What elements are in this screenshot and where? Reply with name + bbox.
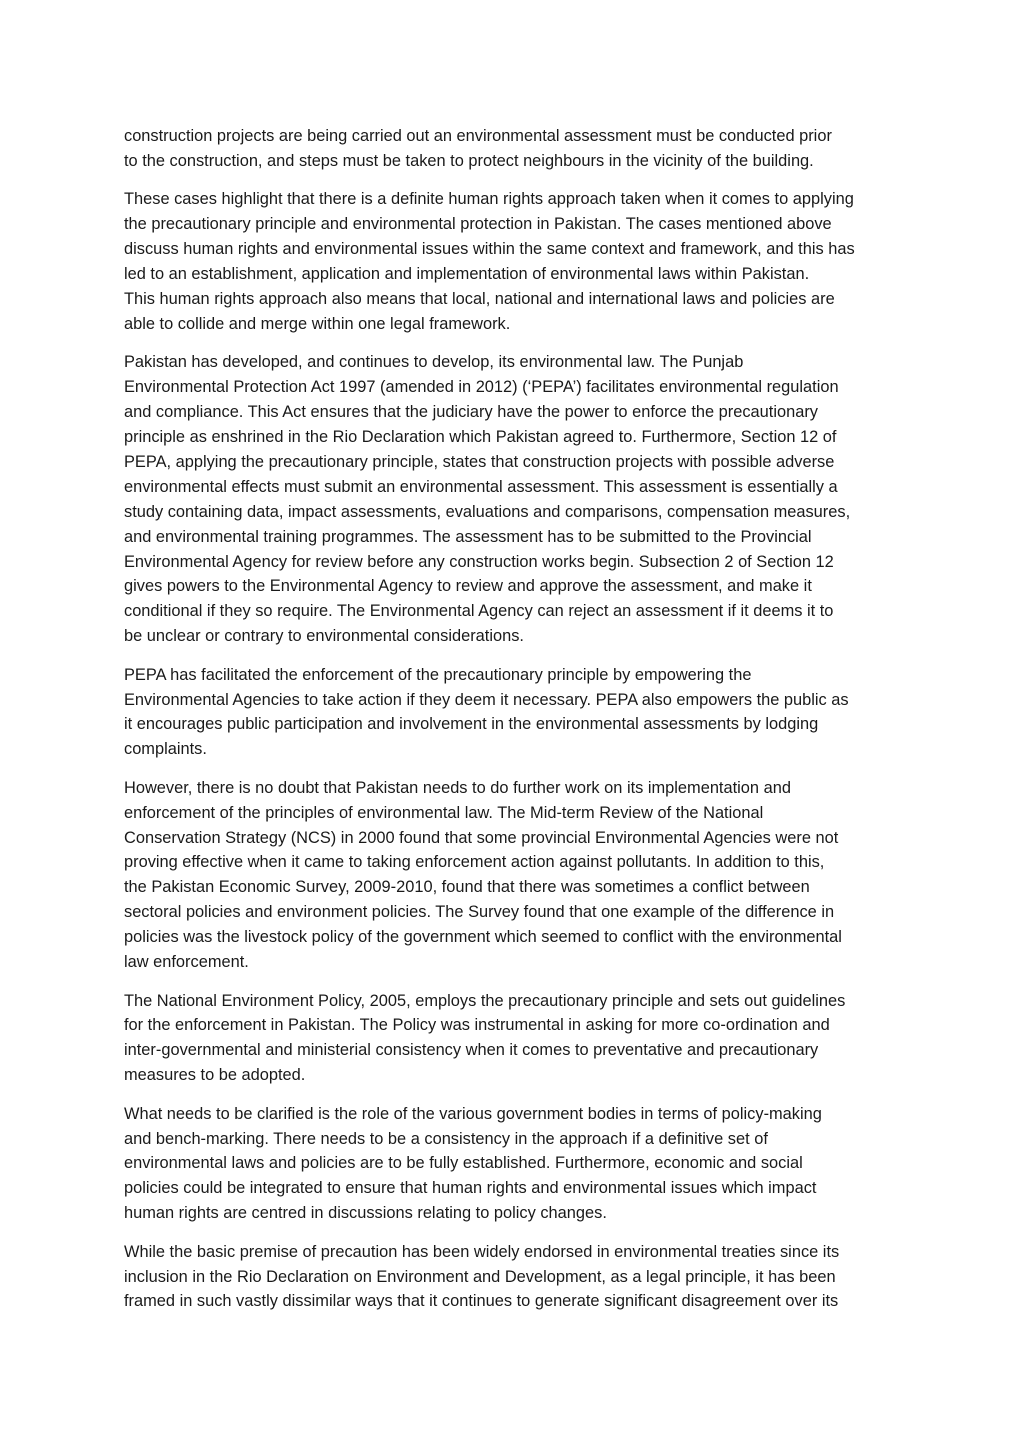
- text-line: inter-governmental and ministerial consistency when it comes to preventative and precautionary: [124, 1041, 819, 1060]
- paragraph-pepa-overview: [124, 350, 902, 649]
- paragraph-human-rights-approach: [124, 187, 902, 336]
- text-line: Environmental Protection Act 1997 (amended in 2012) (‘PEPA’) facilitates environmental regulation: [124, 378, 839, 397]
- text-line: sectoral policies and environment policies. The Survey found that one example of the difference in: [124, 903, 835, 922]
- text-line: conditional if they so require. The Environmental Agency can reject an assessment if it deems it to: [124, 602, 834, 621]
- text-line: PEPA has facilitated the enforcement of the precautionary principle by empowering the: [124, 665, 752, 684]
- paragraph-clarification: [124, 1102, 902, 1227]
- paragraph-pepa-enforcement: [124, 663, 902, 763]
- text-line: construction projects are being carried out an environmental assessment must be conducted prior: [124, 127, 832, 145]
- text-line: the precautionary principle and environmental protection in Pakistan. The cases mentioned above: [124, 215, 832, 234]
- text-line: human rights are centred in discussions relating to policy changes.: [124, 1204, 607, 1223]
- text-line: and compliance. This Act ensures that the judiciary have the power to enforce the precautionary: [124, 403, 818, 422]
- text-line: and bench-marking. There needs to be a consistency in the approach if a definitive set of: [124, 1129, 768, 1148]
- text-line: The National Environment Policy, 2005, employs the precautionary principle and sets out guidelines: [124, 991, 846, 1010]
- paragraph-precaution-premise: [124, 1240, 902, 1315]
- text-line: discuss human rights and environmental issues within the same context and framework, and this has: [124, 240, 855, 259]
- text-line: principle as enshrined in the Rio Declaration which Pakistan agreed to. Furthermore, Section 12 of: [124, 427, 837, 446]
- paragraph-further-work: [124, 776, 902, 975]
- text-line: However, there is no doubt that Pakistan needs to do further work on its implementation and: [124, 778, 791, 797]
- text-line: law enforcement.: [124, 953, 249, 972]
- text-line: and environmental training programmes. The assessment has to be submitted to the Provincial: [124, 527, 812, 546]
- text-line: This human rights approach also means that local, national and international laws and policies are: [124, 289, 835, 308]
- text-line: led to an establishment, application and implementation of environmental laws within Pakistan.: [124, 265, 810, 284]
- text-line: PEPA, applying the precautionary principle, states that construction projects with possible adverse: [124, 452, 835, 471]
- text-line: able to collide and merge within one legal framework.: [124, 314, 511, 333]
- text-line: Conservation Strategy (NCS) in 2000 found that some provincial Environmental Agencies were not: [124, 828, 839, 847]
- text-line: What needs to be clarified is the role of the various government bodies in terms of policy-making: [124, 1104, 822, 1123]
- text-line: Pakistan has developed, and continues to develop, its environmental law. The Punjab: [124, 353, 744, 372]
- text-line: policies was the livestock policy of the government which seemed to conflict with the environmental: [124, 928, 842, 947]
- paragraph-construction: [124, 124, 902, 174]
- text-line: gives powers to the Environmental Agency to review and approve the assessment, and make it: [124, 577, 812, 596]
- text-line: proving effective when it came to taking enforcement action against pollutants. In addition to this,: [124, 853, 825, 872]
- paragraph-national-policy: [124, 989, 902, 1089]
- text-line: be unclear or contrary to environmental considerations.: [124, 627, 524, 646]
- text-line: These cases highlight that there is a definite human rights approach taken when it comes to applying: [124, 190, 854, 209]
- text-line: environmental laws and policies are to be fully established. Furthermore, economic and social: [124, 1154, 803, 1173]
- text-line: for the enforcement in Pakistan. The Policy was instrumental in asking for more co-ordination and: [124, 1016, 830, 1035]
- text-line: it encourages public participation and involvement in the environmental assessments by lodging: [124, 715, 819, 734]
- text-line: enforcement of the principles of environmental law. The Mid-term Review of the National: [124, 803, 764, 822]
- text-line: While the basic premise of precaution has been widely endorsed in environmental treaties since its: [124, 1242, 840, 1261]
- text-line: the Pakistan Economic Survey, 2009-2010, found that there was sometimes a conflict between: [124, 878, 810, 897]
- text-line: policies could be integrated to ensure that human rights and environmental issues which impact: [124, 1179, 817, 1198]
- text-line: environmental effects must submit an environmental assessment. This assessment is essentially a: [124, 477, 838, 496]
- document-body: [124, 124, 902, 1328]
- text-line: Environmental Agencies to take action if they deem it necessary. PEPA also empowers the public as: [124, 690, 849, 709]
- text-line: Environmental Agency for review before any construction works begin. Subsection 2 of Section 12: [124, 552, 834, 571]
- text-line: complaints.: [124, 740, 207, 759]
- text-line: study containing data, impact assessments, evaluations and comparisons, compensation measures,: [124, 502, 851, 521]
- text-line: to the construction, and steps must be taken to protect neighbours in the vicinity of the building.: [124, 151, 814, 170]
- text-line: framed in such vastly dissimilar ways that it continues to generate significant disagreement over its: [124, 1292, 839, 1311]
- text-line: inclusion in the Rio Declaration on Environment and Development, as a legal principle, it has been: [124, 1267, 836, 1286]
- text-line: measures to be adopted.: [124, 1066, 306, 1085]
